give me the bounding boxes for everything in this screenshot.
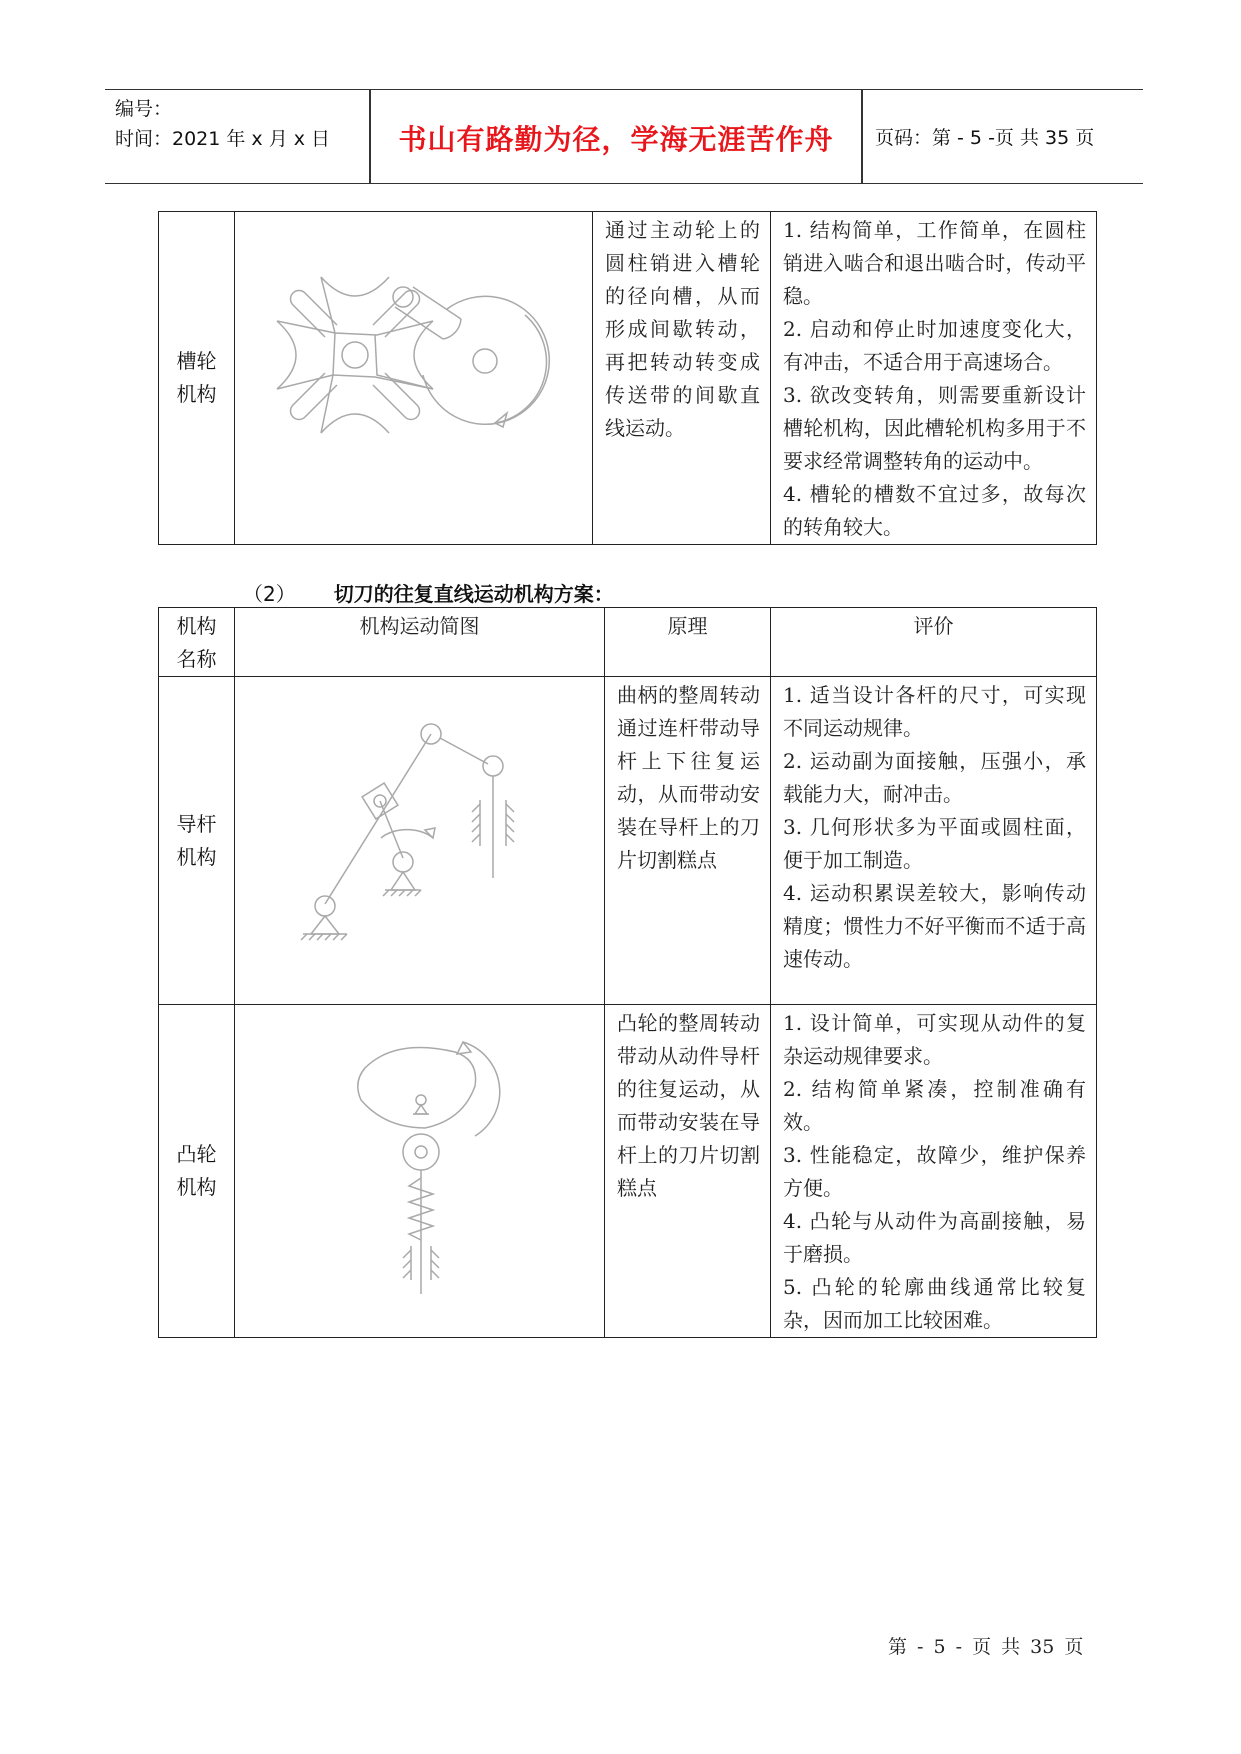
name-line: 凸轮 <box>176 1142 217 1166</box>
evaluation-cell <box>771 1005 1097 1338</box>
cam-mechanism-diagram <box>235 1008 603 1334</box>
evaluation-cell <box>771 212 1097 545</box>
number-label: 编号： <box>115 98 173 120</box>
evaluation-item: 4. 槽轮的槽数不宜过多，故每次的转角较大。 <box>783 482 1086 539</box>
header-left <box>115 94 330 154</box>
evaluation-item: 2. 结构简单紧凑，控制准确有效。 <box>783 1077 1086 1134</box>
evaluation-item: 5. 凸轮的轮廓曲线通常比较复杂，因而加工比较困难。 <box>783 1275 1086 1332</box>
section-heading <box>243 578 614 607</box>
evaluation-cell <box>771 677 1097 1005</box>
name-line: 导杆 <box>176 811 217 836</box>
header-page-label: 页码：第 - 5 -页 共 35 页 <box>875 127 1095 149</box>
evaluation-item: 3. 性能稳定，故障少，维护保养方便。 <box>783 1143 1086 1200</box>
header-principle: 原理 <box>605 608 771 677</box>
cam-diagram-cell <box>235 1005 605 1338</box>
mechanism-name-cell <box>159 1005 235 1338</box>
mechanism-table-2 <box>158 607 1097 1338</box>
evaluation-item: 3. 欲改变转角，则需要重新设计槽轮机构，因此槽轮机构多用于不要求经常调整转角的运动中。 <box>783 383 1086 473</box>
evaluation-item: 1. 适当设计各杆的尺寸，可实现不同运动规律。 <box>783 683 1086 740</box>
name-line: 机构 <box>176 1175 217 1199</box>
header-name-line: 名称 <box>176 647 217 671</box>
table-row <box>159 1005 1097 1338</box>
name-line: 机构 <box>176 382 217 406</box>
evaluation-item: 4. 运动积累误差较大，影响传动精度；惯性力不好平衡而不适于高速传动。 <box>783 881 1086 971</box>
principle-cell: 凸轮的整周转动带动从动件导杆的往复运动，从而带动安装在导杆上的刀片切割糕点 <box>605 1005 771 1338</box>
section-title: 切刀的往复直线运动机构方案： <box>333 582 614 606</box>
name-line: 机构 <box>176 844 217 869</box>
table-header-row <box>159 608 1097 677</box>
header-evaluation: 评价 <box>771 608 1097 677</box>
evaluation-item: 3. 几何形状多为平面或圆柱面，便于加工制造。 <box>783 815 1086 872</box>
guide-bar-mechanism-diagram <box>235 678 603 1004</box>
header-diagram: 机构运动简图 <box>235 608 605 677</box>
geneva-diagram-cell <box>235 212 593 545</box>
name-line: 槽轮 <box>176 349 217 373</box>
section-number: （2） <box>243 582 296 606</box>
evaluation-item: 1. 设计简单，可实现从动件的复杂运动规律要求。 <box>783 1011 1086 1068</box>
guide-bar-diagram-cell <box>235 677 605 1005</box>
evaluation-item: 2. 运动副为面接触，压强小，承载能力大，耐冲击。 <box>783 749 1086 806</box>
header-divider <box>861 90 863 183</box>
mechanism-name-cell <box>159 212 235 545</box>
mechanism-name-cell <box>159 677 235 1005</box>
evaluation-item: 4. 凸轮与从动件为高副接触，易于磨损。 <box>783 1209 1086 1266</box>
motto: 书山有路勤为径，学海无涯苦作舟 <box>398 123 834 156</box>
table-row <box>159 677 1097 1005</box>
geneva-mechanism-diagram <box>235 215 591 542</box>
table-row <box>159 212 1097 545</box>
mechanism-table-1 <box>158 211 1097 545</box>
header-name-cell <box>159 608 235 677</box>
evaluation-item: 2. 启动和停止时加速度变化大，有冲击，不适合用于高速场合。 <box>783 317 1086 374</box>
time-label: 时间：2021 年 x 月 x 日 <box>115 128 331 150</box>
evaluation-item: 1. 结构简单，工作简单，在圆柱销进入啮合和退出啮合时，传动平稳。 <box>783 218 1086 308</box>
page-footer: 第 - 5 - 页 共 35 页 <box>888 1636 1084 1658</box>
principle-cell: 曲柄的整周转动通过连杆带动导杆上下往复运动，从而带动安装在导杆上的刀片切割糕点 <box>605 677 771 1005</box>
header-name-line: 机构 <box>176 614 217 638</box>
principle-cell: 通过主动轮上的圆柱销进入槽轮的径向槽，从而形成间歇转动，再把转动转变成传送带的间歇直线运动。 <box>593 212 771 545</box>
page-header <box>105 89 1143 184</box>
